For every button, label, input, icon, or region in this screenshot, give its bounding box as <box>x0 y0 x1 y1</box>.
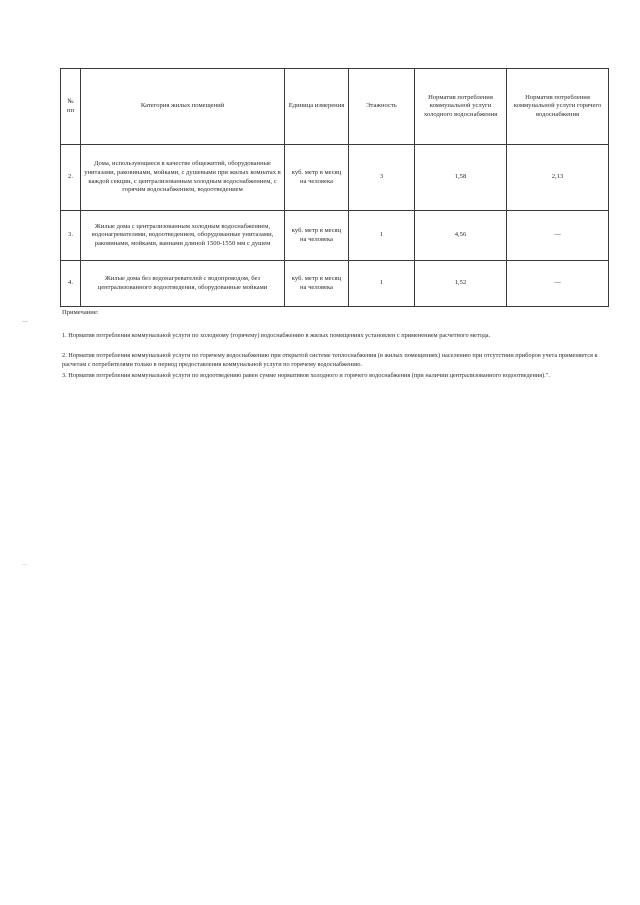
cell-num: 4. <box>61 261 81 307</box>
header-cold-norm: Норматив потребления коммунальной услуги холодного водоснабжения <box>415 69 507 145</box>
consumption-norms-table <box>60 68 609 307</box>
cell-cold-norm: 1,52 <box>415 261 507 307</box>
header-num: № пп <box>61 69 81 145</box>
table-row <box>61 145 609 211</box>
cell-category: Жилые дома с централизованным холодным водоснабжением, водонагревателями, водоотведением, оборудованные унитазами, раковинами, мойками, ваннами длиной 1500-1550 мм с душем <box>81 211 285 261</box>
table-row <box>61 261 609 307</box>
cell-category: Жилые дома без водонагревателей с водопроводом, без централизованного водоотведения, оборудованные мойками <box>81 261 285 307</box>
cell-unit: куб. метр в месяц на человека <box>285 261 349 307</box>
cell-unit: куб. метр в месяц на человека <box>285 145 349 211</box>
cell-unit: куб. метр в месяц на человека <box>285 211 349 261</box>
table-header-row <box>61 69 609 145</box>
cell-hot-norm: 2,13 <box>507 145 609 211</box>
header-hot-norm: Норматив потребления коммунальной услуги горячего водоснабжения <box>507 69 609 145</box>
cell-category: Дома, использующиеся в качестве общежитий, оборудованные унитазами, раковинами, мойками, с душевыми при жилых комнатах в каждой секции, с централизованным холодным водоснабжением, с горячим водоснабжением, водоотведением <box>81 145 285 211</box>
note-3: 3. Норматив потребления коммунальной услуги по водоотведению равен сумме нормативов холодного и горячего водоснабжения (при наличии централизованного водоотведения).". <box>62 372 550 379</box>
note-1: 1. Норматив потребления коммунальной услуги по холодному (горячему) водоснабжению в жилых помещениях установлен с применением расчетного метода. <box>62 332 491 339</box>
cell-num: 3. <box>61 211 81 261</box>
cell-cold-norm: 4,56 <box>415 211 507 261</box>
scan-mark: — <box>22 318 28 325</box>
header-unit: Единица измерения <box>285 69 349 145</box>
header-category: Категория жилых помещений <box>81 69 285 145</box>
cell-hot-norm: — <box>507 211 609 261</box>
cell-floors: 1 <box>349 211 415 261</box>
cell-num: 2. <box>61 145 81 211</box>
cell-cold-norm: 1,58 <box>415 145 507 211</box>
notes-title: Примечание: <box>62 309 99 316</box>
cell-floors: 3 <box>349 145 415 211</box>
table-row <box>61 211 609 261</box>
header-floors: Этажность <box>349 69 415 145</box>
cell-hot-norm: — <box>507 261 609 307</box>
scan-mark: ··· <box>22 562 28 569</box>
cell-floors: 1 <box>349 261 415 307</box>
note-2: 2. Норматив потребления коммунальной услуги по горячему водоснабжению при открытой системе теплоснабжения (в жилых помещениях) населению при отсутствии приборов учета применяется к расчетам с потребителями только в период предоставления коммунальной услуги по горячему водоснабжению. <box>62 352 598 369</box>
